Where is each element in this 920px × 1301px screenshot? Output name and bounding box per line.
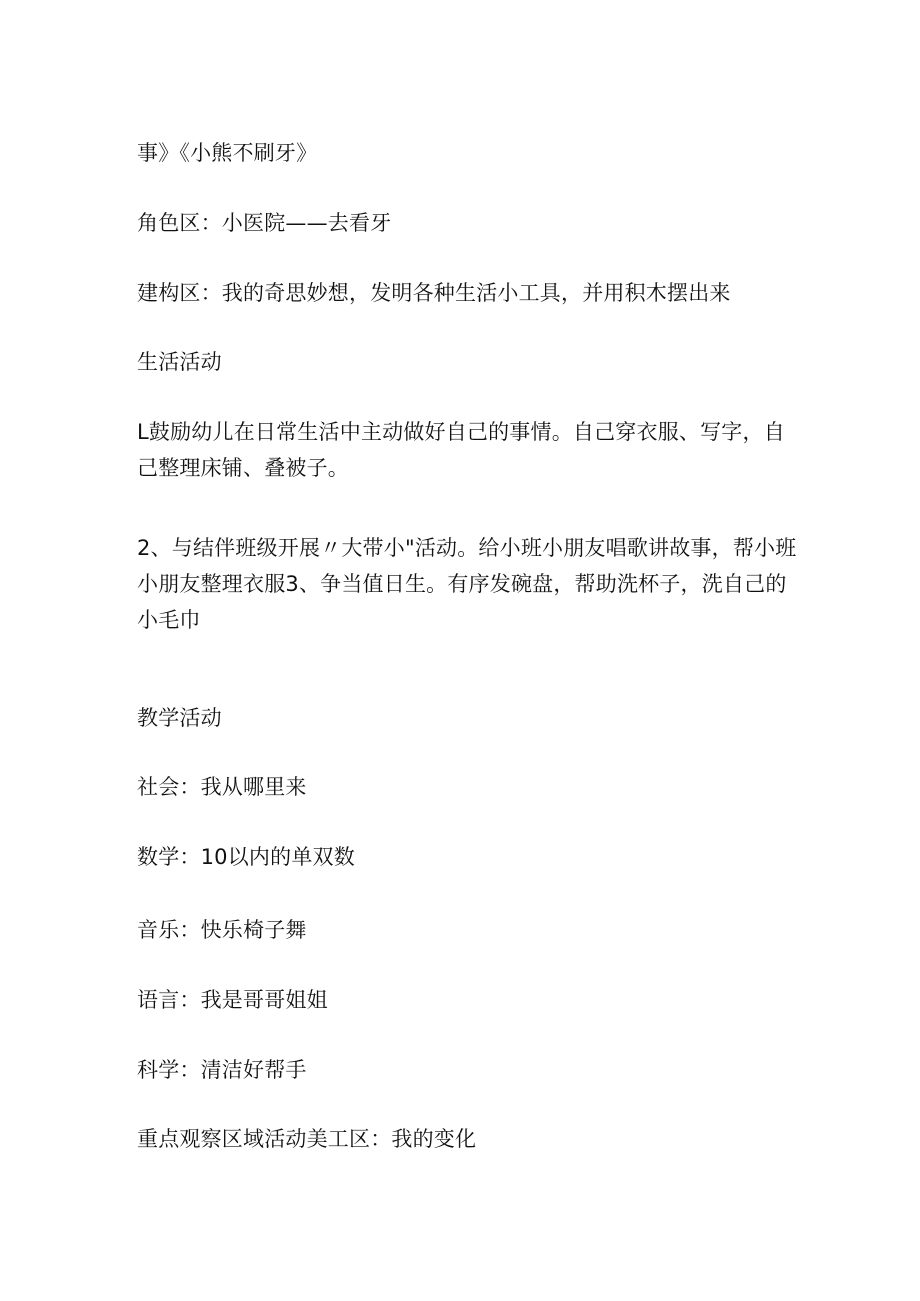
key-observation-line: 重点观察区域活动美工区：我的变化 bbox=[137, 1127, 477, 1151]
teaching-activities-heading: 教学活动 bbox=[137, 706, 222, 730]
life-activity-item-1: L鼓励幼儿在日常生活中主动做好自己的事情。自己穿衣服、写字，自己整理床铺、叠被子。 bbox=[137, 420, 785, 480]
story-title-line: 事》《小熊不刷牙》 bbox=[137, 141, 318, 165]
teaching-science-line: 科学：清洁好帮手 bbox=[137, 1058, 307, 1082]
teaching-music-line: 音乐：快乐椅子舞 bbox=[137, 918, 307, 942]
teaching-social-line: 社会：我从哪里来 bbox=[137, 775, 307, 799]
construction-area-line: 建构区：我的奇思妙想，发明各种生活小工具，并用积木摆出来 bbox=[137, 281, 731, 305]
life-activity-item-2: 2、与结伴班级开展〃大带小"活动。给小班小朋友唱歌讲故事，帮小班小朋友整理衣服3、争当值日生。有序发碗盘，帮助洗杯子，洗自己的小毛巾 bbox=[137, 536, 797, 632]
teaching-math-line: 数学：10以内的单双数 bbox=[137, 845, 355, 869]
role-area-line: 角色区：小医院——去看牙 bbox=[137, 211, 392, 235]
teaching-language-line: 语言：我是哥哥姐姐 bbox=[137, 988, 328, 1012]
life-activities-heading: 生活活动 bbox=[137, 350, 222, 374]
